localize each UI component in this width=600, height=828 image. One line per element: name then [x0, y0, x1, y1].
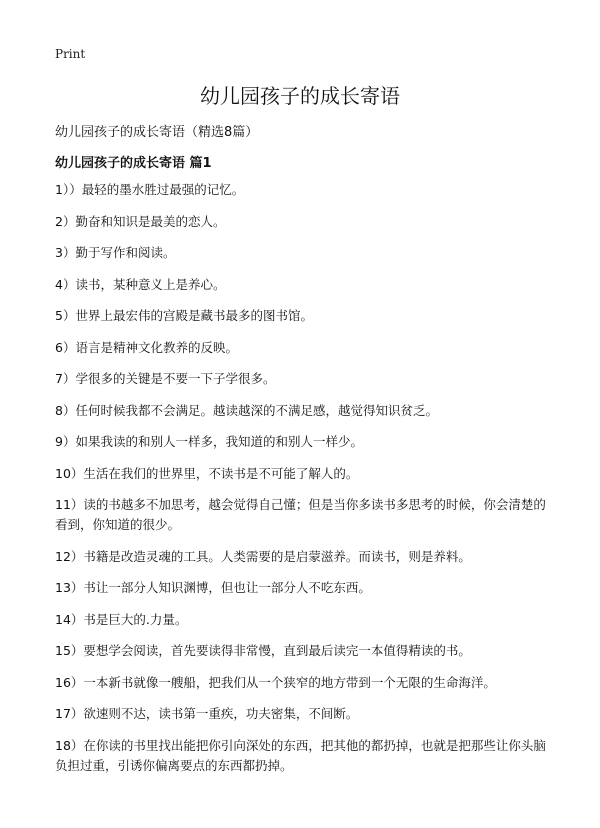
- list-item: 5）世界上最宏伟的宫殿是藏书最多的图书馆。: [55, 308, 313, 323]
- section-heading: 幼儿园孩子的成长寄语 篇1: [55, 156, 212, 171]
- list-item: 7）学很多的关键是不要一下子学很多。: [55, 371, 276, 386]
- list-item: 14）书是巨大的.力量。: [55, 611, 188, 627]
- list-item: 4）读书，某种意义上是养心。: [55, 276, 226, 292]
- list-item: 15）要想学会阅读，首先要读得非常慢，直到最后读完一本值得精读的书。: [55, 643, 471, 658]
- list-item: 1））最轻的墨水胜过最强的记忆。: [55, 182, 245, 197]
- list-item: 18）在你读的书里找出能把你引向深处的东西，把其他的都扔掉，也就是把那些让你头脑负担过重，引诱你偏离要点的东西都扔掉。: [55, 737, 546, 773]
- list-item: 17）欲速则不达，读书第一重疾，功夫密集，不间断。: [55, 706, 359, 721]
- list-item: 12）书籍是改造灵魂的工具。人类需要的是启蒙滋养。而读书，则是养料。: [55, 548, 471, 564]
- list-item: 10）生活在我们的世界里，不读书是不可能了解人的。: [55, 465, 359, 481]
- print-link[interactable]: Print: [55, 47, 86, 61]
- quote-list: [55, 180, 555, 787]
- list-item: 6）语言是精神文化教养的反映。: [55, 339, 238, 355]
- list-item: 13）书让一部分人知识渊博，但也让一部分人不吃东西。: [55, 580, 371, 595]
- list-item: 8）任何时候我都不会满足。越读越深的不满足感，越觉得知识贫乏。: [55, 402, 438, 418]
- list-item: 3）勤于写作和阅读。: [55, 245, 176, 260]
- document-subtitle: 幼儿园孩子的成长寄语（精选8篇）: [55, 125, 259, 140]
- page-title: 幼儿园孩子的成长寄语: [200, 84, 400, 108]
- list-item: 2）勤奋和知识是最美的恋人。: [55, 213, 226, 229]
- list-item: 9）如果我读的和别人一样多，我知道的和别人一样少。: [55, 434, 363, 449]
- list-item: 16）一本新书就像一艘船，把我们从一个狭窄的地方带到一个无限的生命海洋。: [55, 674, 496, 690]
- list-item: 11）读的书越多不加思考，越会觉得自己懂；但是当你多读书多思考的时候，你会清楚的看到，你知道的很少。: [55, 497, 546, 532]
